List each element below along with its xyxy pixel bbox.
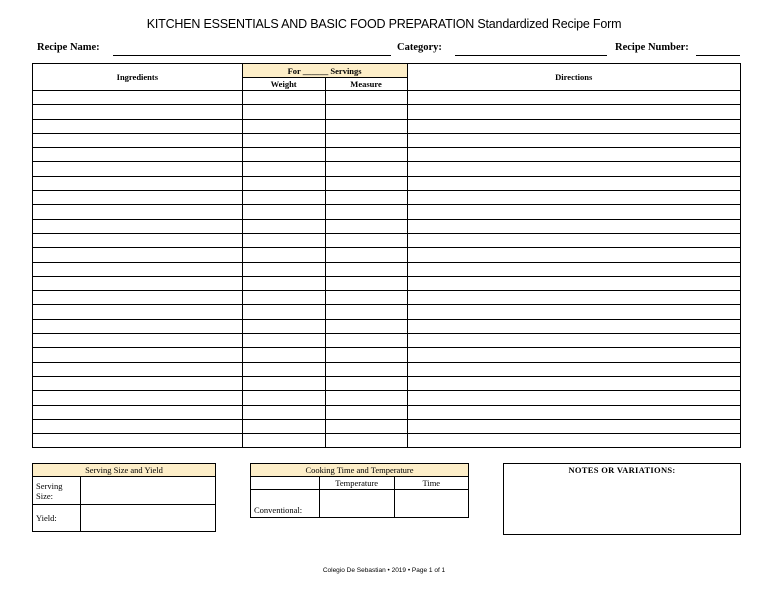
directions-cell[interactable]	[407, 319, 741, 333]
form-title: KITCHEN ESSENTIALS AND BASIC FOOD PREPARATION Standardized Recipe Form	[146, 17, 622, 31]
page-footer: Colegio De Sebastian • 2019 • Page 1 of 1	[322, 567, 446, 574]
measure-cell[interactable]	[325, 191, 407, 205]
cooking-box-header: Cooking Time and Temperature	[251, 464, 469, 477]
weight-cell[interactable]	[242, 248, 325, 262]
table-row	[33, 348, 741, 362]
measure-cell[interactable]	[325, 219, 407, 233]
ingredient-cell[interactable]	[33, 233, 243, 247]
directions-cell[interactable]	[407, 405, 741, 419]
ingredient-cell[interactable]	[33, 148, 243, 162]
table-row	[33, 376, 741, 390]
weight-cell[interactable]	[242, 319, 325, 333]
directions-cell[interactable]	[407, 305, 741, 319]
serving-box-header: Serving Size and Yield	[33, 464, 216, 477]
ingredient-cell[interactable]	[33, 319, 243, 333]
temperature-header: Temperature	[319, 477, 394, 490]
table-row	[33, 334, 741, 348]
weight-cell[interactable]	[242, 276, 325, 290]
ingredients-header: Ingredients	[33, 64, 243, 91]
table-row	[33, 362, 741, 376]
ingredient-cell[interactable]	[33, 391, 243, 405]
directions-cell[interactable]	[407, 176, 741, 190]
ingredient-cell[interactable]	[33, 376, 243, 390]
measure-cell[interactable]	[325, 119, 407, 133]
category-field[interactable]	[455, 55, 607, 56]
ingredient-cell[interactable]	[33, 419, 243, 433]
weight-cell[interactable]	[242, 205, 325, 219]
for-servings-header: For ______ Servings	[242, 64, 407, 78]
weight-cell[interactable]	[242, 176, 325, 190]
measure-cell[interactable]	[325, 276, 407, 290]
yield-label: Yield:	[33, 505, 81, 532]
cooking-corner-cell	[251, 477, 320, 490]
table-row	[33, 291, 741, 305]
conventional-temperature-field[interactable]	[319, 490, 394, 518]
directions-cell[interactable]	[407, 91, 741, 105]
weight-cell[interactable]	[242, 334, 325, 348]
ingredient-cell[interactable]	[33, 105, 243, 119]
measure-cell[interactable]	[325, 419, 407, 433]
directions-cell[interactable]	[407, 162, 741, 176]
weight-header: Weight	[242, 78, 325, 91]
weight-cell[interactable]	[242, 148, 325, 162]
directions-cell[interactable]	[407, 119, 741, 133]
recipe-number-label: Recipe Number:	[615, 42, 689, 53]
weight-cell[interactable]	[242, 434, 325, 448]
notes-header: NOTES OR VARIATIONS:	[568, 465, 676, 475]
measure-cell[interactable]	[325, 91, 407, 105]
ingredient-cell[interactable]	[33, 348, 243, 362]
measure-cell[interactable]	[325, 105, 407, 119]
measure-cell[interactable]	[325, 262, 407, 276]
table-row	[33, 233, 741, 247]
weight-cell[interactable]	[242, 162, 325, 176]
measure-cell[interactable]	[325, 248, 407, 262]
yield-field[interactable]	[80, 505, 215, 532]
table-row	[33, 391, 741, 405]
weight-cell[interactable]	[242, 233, 325, 247]
notes-box[interactable]	[503, 463, 741, 535]
table-row	[33, 276, 741, 290]
measure-cell[interactable]	[325, 133, 407, 147]
table-row	[33, 434, 741, 448]
measure-cell[interactable]	[325, 362, 407, 376]
ingredients-table	[32, 63, 741, 448]
conventional-label: Conventional:	[251, 490, 320, 518]
directions-cell[interactable]	[407, 133, 741, 147]
category-label: Category:	[397, 42, 442, 53]
ingredient-cell[interactable]	[33, 262, 243, 276]
ingredient-cell[interactable]	[33, 305, 243, 319]
ingredient-cell[interactable]	[33, 291, 243, 305]
weight-cell[interactable]	[242, 348, 325, 362]
ingredient-cell[interactable]	[33, 205, 243, 219]
ingredient-cell[interactable]	[33, 405, 243, 419]
directions-cell[interactable]	[407, 262, 741, 276]
table-row	[33, 305, 741, 319]
directions-cell[interactable]	[407, 248, 741, 262]
weight-cell[interactable]	[242, 362, 325, 376]
measure-cell[interactable]	[325, 348, 407, 362]
table-row	[33, 191, 741, 205]
measure-cell[interactable]	[325, 434, 407, 448]
serving-size-box	[32, 463, 216, 532]
directions-cell[interactable]	[407, 376, 741, 390]
ingredient-cell[interactable]	[33, 91, 243, 105]
recipe-name-field[interactable]	[113, 55, 391, 56]
directions-cell[interactable]	[407, 291, 741, 305]
directions-header: Directions	[407, 64, 741, 91]
table-row	[33, 162, 741, 176]
directions-cell[interactable]	[407, 148, 741, 162]
directions-cell[interactable]	[407, 191, 741, 205]
cooking-time-box	[250, 463, 469, 518]
ingredient-cell[interactable]	[33, 133, 243, 147]
directions-cell[interactable]	[407, 334, 741, 348]
measure-cell[interactable]	[325, 334, 407, 348]
weight-cell[interactable]	[242, 219, 325, 233]
measure-cell[interactable]	[325, 233, 407, 247]
weight-cell[interactable]	[242, 105, 325, 119]
directions-cell[interactable]	[407, 276, 741, 290]
recipe-number-field[interactable]	[696, 55, 740, 56]
directions-cell[interactable]	[407, 219, 741, 233]
measure-cell[interactable]	[325, 176, 407, 190]
measure-header: Measure	[325, 78, 407, 91]
weight-cell[interactable]	[242, 391, 325, 405]
table-row	[33, 219, 741, 233]
weight-cell[interactable]	[242, 191, 325, 205]
table-row	[33, 262, 741, 276]
serving-size-field[interactable]	[80, 477, 215, 505]
measure-cell[interactable]	[325, 148, 407, 162]
weight-cell[interactable]	[242, 91, 325, 105]
directions-cell[interactable]	[407, 233, 741, 247]
ingredient-cell[interactable]	[33, 162, 243, 176]
time-header: Time	[394, 477, 468, 490]
table-row	[33, 176, 741, 190]
ingredient-cell[interactable]	[33, 176, 243, 190]
table-row	[33, 91, 741, 105]
directions-cell[interactable]	[407, 348, 741, 362]
table-row	[33, 119, 741, 133]
ingredient-cell[interactable]	[33, 119, 243, 133]
ingredient-cell[interactable]	[33, 248, 243, 262]
weight-cell[interactable]	[242, 262, 325, 276]
directions-cell[interactable]	[407, 105, 741, 119]
directions-cell[interactable]	[407, 205, 741, 219]
ingredient-cell[interactable]	[33, 276, 243, 290]
table-row	[33, 419, 741, 433]
table-row	[33, 205, 741, 219]
measure-cell[interactable]	[325, 391, 407, 405]
directions-cell[interactable]	[407, 434, 741, 448]
weight-cell[interactable]	[242, 133, 325, 147]
weight-cell[interactable]	[242, 291, 325, 305]
weight-cell[interactable]	[242, 405, 325, 419]
measure-cell[interactable]	[325, 291, 407, 305]
ingredient-cell[interactable]	[33, 362, 243, 376]
directions-cell[interactable]	[407, 419, 741, 433]
table-row	[33, 248, 741, 262]
measure-cell[interactable]	[325, 376, 407, 390]
weight-cell[interactable]	[242, 376, 325, 390]
ingredient-cell[interactable]	[33, 219, 243, 233]
measure-cell[interactable]	[325, 205, 407, 219]
directions-cell[interactable]	[407, 362, 741, 376]
measure-cell[interactable]	[325, 162, 407, 176]
measure-cell[interactable]	[325, 405, 407, 419]
table-row	[33, 405, 741, 419]
ingredient-cell[interactable]	[33, 434, 243, 448]
directions-cell[interactable]	[407, 391, 741, 405]
weight-cell[interactable]	[242, 305, 325, 319]
table-row	[33, 148, 741, 162]
table-row	[33, 319, 741, 333]
conventional-time-field[interactable]	[394, 490, 468, 518]
weight-cell[interactable]	[242, 419, 325, 433]
recipe-name-label: Recipe Name:	[37, 42, 100, 53]
weight-cell[interactable]	[242, 119, 325, 133]
table-row	[33, 105, 741, 119]
ingredient-cell[interactable]	[33, 334, 243, 348]
table-row	[33, 133, 741, 147]
ingredient-cell[interactable]	[33, 191, 243, 205]
measure-cell[interactable]	[325, 319, 407, 333]
serving-size-label: Serving Size:	[33, 477, 81, 505]
measure-cell[interactable]	[325, 305, 407, 319]
